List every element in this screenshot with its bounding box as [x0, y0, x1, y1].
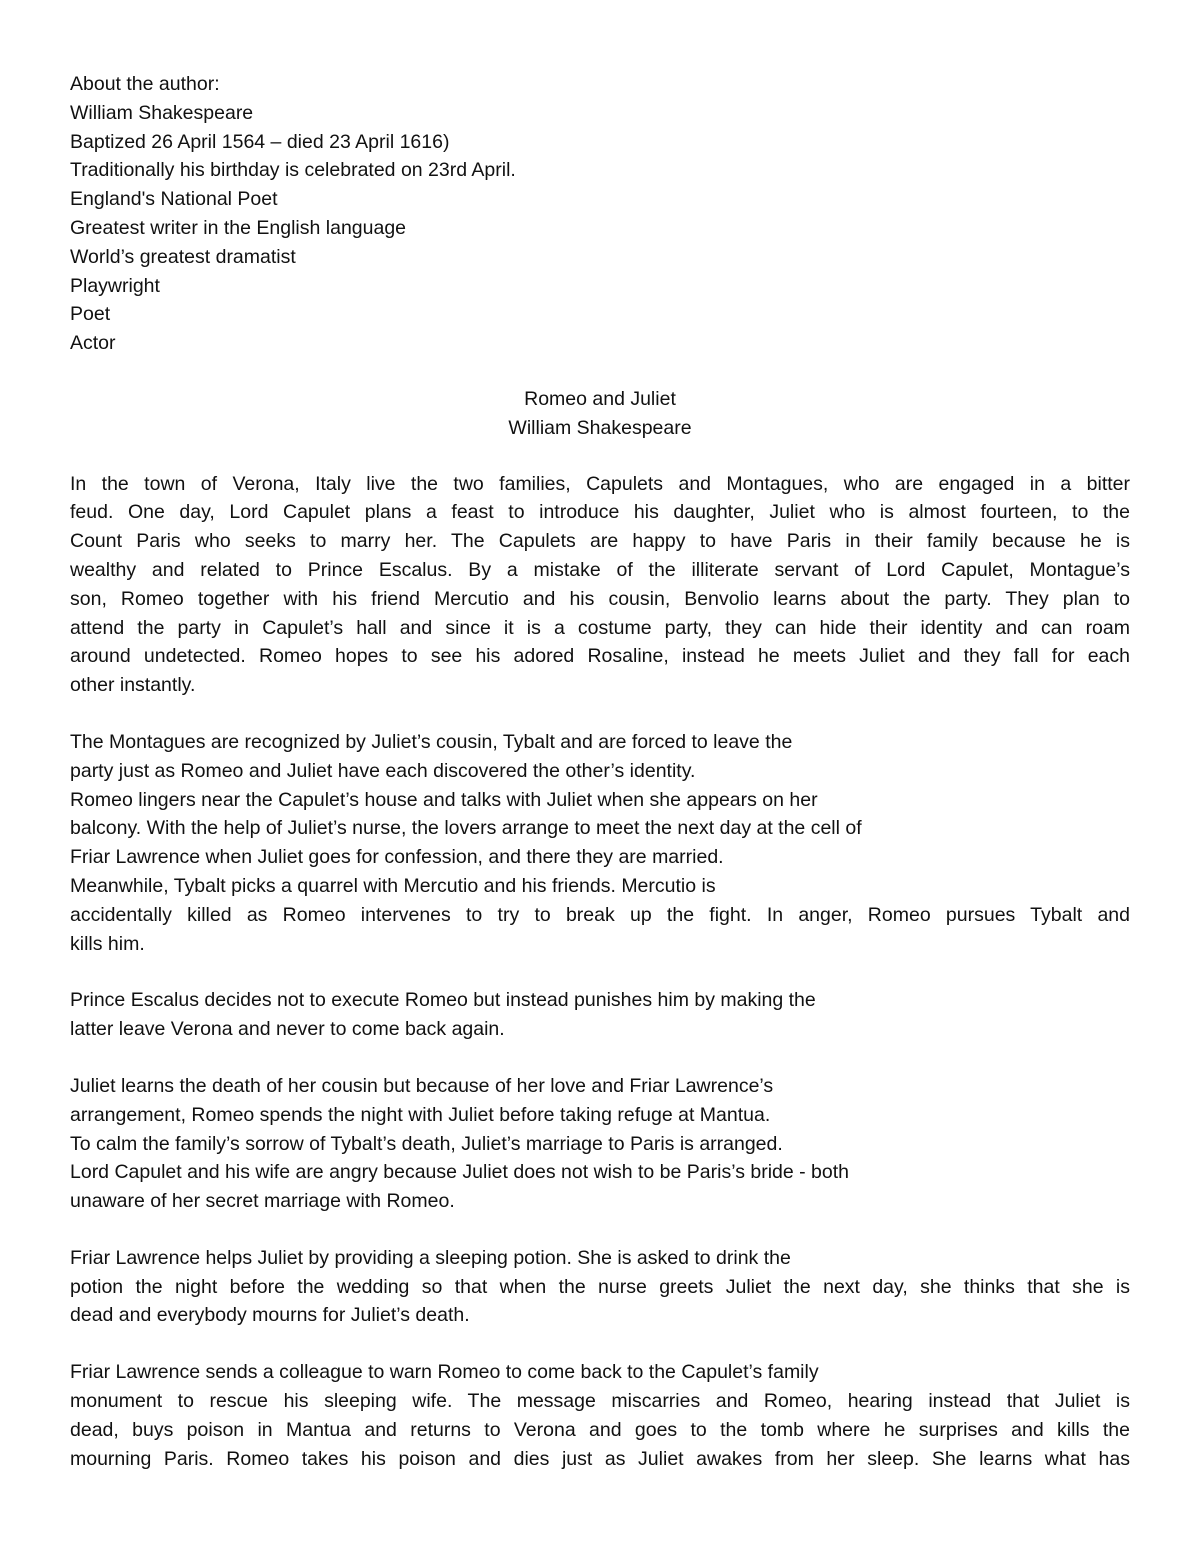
paragraph-line: To calm the family’s sorrow of Tybalt’s death, Juliet’s marriage to Paris is arranged.	[70, 1132, 783, 1155]
summary-paragraph	[70, 1072, 1130, 1216]
paragraph-line: unaware of her secret marriage with Romeo.	[70, 1190, 455, 1213]
summary-paragraph	[70, 470, 1130, 700]
author-birthday-note: Traditionally his birthday is celebrated on 23rd April.	[70, 159, 516, 182]
paragraph-line: accidentally killed as Romeo intervenes to try to break up the fight. In anger, Romeo pursues Tybalt and	[70, 903, 1130, 926]
paragraph-line: Romeo lingers near the Capulet’s house and talks with Juliet when she appears on her	[70, 788, 818, 811]
paragraph-line: son, Romeo together with his friend Mercutio and his cousin, Benvolio learns about the party. They plan to	[70, 587, 1130, 610]
summary-paragraph	[70, 1244, 1130, 1330]
paragraph-line: Friar Lawrence when Juliet goes for confession, and there they are married.	[70, 846, 724, 869]
paragraph-line: Friar Lawrence helps Juliet by providing a sleeping potion. She is asked to drink the	[70, 1246, 791, 1269]
paragraph-line: attend the party in Capulet’s hall and since it is a costume party, they can hide their identity and can roam	[70, 616, 1130, 639]
story-title: Romeo and Juliet	[524, 387, 676, 410]
author-heading: About the author:	[70, 73, 220, 95]
story-title-section	[70, 385, 1130, 443]
paragraph-line: party just as Romeo and Juliet have each discovered the other’s identity.	[70, 759, 696, 782]
paragraph-line: dead, buys poison in Mantua and returns to Verona and goes to the tomb where he surprises and kills the	[70, 1418, 1130, 1441]
paragraph-line: Friar Lawrence sends a colleague to warn Romeo to come back to the Capulet’s family	[70, 1361, 819, 1384]
paragraph-line: monument to rescue his sleeping wife. The message miscarries and Romeo, hearing instead that Juliet is	[70, 1390, 1130, 1413]
author-dates: Baptized 26 April 1564 – died 23 April 1616)	[70, 130, 450, 153]
paragraph-line: The Montagues are recognized by Juliet’s cousin, Tybalt and are forced to leave the	[70, 730, 793, 753]
summary-paragraph	[70, 986, 1130, 1044]
paragraph-line: kills him.	[70, 932, 145, 955]
paragraph-line: around undetected. Romeo hopes to see his adored Rosaline, instead he meets Juliet and they fall for each	[70, 645, 1130, 668]
author-fact: World’s greatest dramatist	[70, 245, 296, 268]
paragraph-line: mourning Paris. Romeo takes his poison and dies just as Juliet awakes from her sleep. She learns what has	[70, 1447, 1130, 1470]
summary-paragraph	[70, 728, 1130, 958]
author-name: William Shakespeare	[70, 101, 254, 124]
summary-paragraph	[70, 1358, 1130, 1473]
paragraph-line: balcony. With the help of Juliet’s nurse, the lovers arrange to meet the next day at the cell of	[70, 817, 862, 840]
story-author: William Shakespeare	[508, 416, 692, 439]
paragraph-line: latter leave Verona and never to come back again.	[70, 1018, 505, 1041]
author-fact: Poet	[70, 303, 111, 326]
paragraph-line: Count Paris who seeks to marry her. The Capulets are happy to have Paris in their family because he is	[70, 530, 1130, 553]
author-fact: Actor	[70, 332, 116, 355]
paragraph-line: potion the night before the wedding so that when the nurse greets Juliet the next day, she thinks that she is	[70, 1275, 1130, 1298]
paragraph-line: wealthy and related to Prince Escalus. By a mistake of the illiterate servant of Lord Capulet, Montague’s	[70, 558, 1130, 581]
author-fact: Greatest writer in the English language	[70, 216, 407, 239]
paragraph-line: Prince Escalus decides not to execute Romeo but instead punishes him by making the	[70, 989, 816, 1012]
paragraph-line: arrangement, Romeo spends the night with Juliet before taking refuge at Mantua.	[70, 1103, 771, 1126]
author-fact: Playwright	[70, 274, 160, 297]
about-author-section	[70, 70, 1130, 358]
paragraph-line: other instantly.	[70, 674, 196, 697]
paragraph-line: dead and everybody mourns for Juliet’s death.	[70, 1304, 470, 1327]
author-fact: England's National Poet	[70, 188, 278, 211]
paragraph-line: In the town of Verona, Italy live the two families, Capulets and Montagues, who are engaged in a bitter	[70, 472, 1130, 495]
paragraph-line: Juliet learns the death of her cousin but because of her love and Friar Lawrence’s	[70, 1074, 774, 1097]
paragraph-line: Meanwhile, Tybalt picks a quarrel with Mercutio and his friends. Mercutio is	[70, 874, 716, 897]
paragraph-line: Lord Capulet and his wife are angry because Juliet does not wish to be Paris’s bride - both	[70, 1161, 850, 1184]
document-page	[70, 70, 1130, 1473]
paragraph-line: feud. One day, Lord Capulet plans a feast to introduce his daughter, Juliet who is almost fourteen, to the	[70, 501, 1130, 524]
